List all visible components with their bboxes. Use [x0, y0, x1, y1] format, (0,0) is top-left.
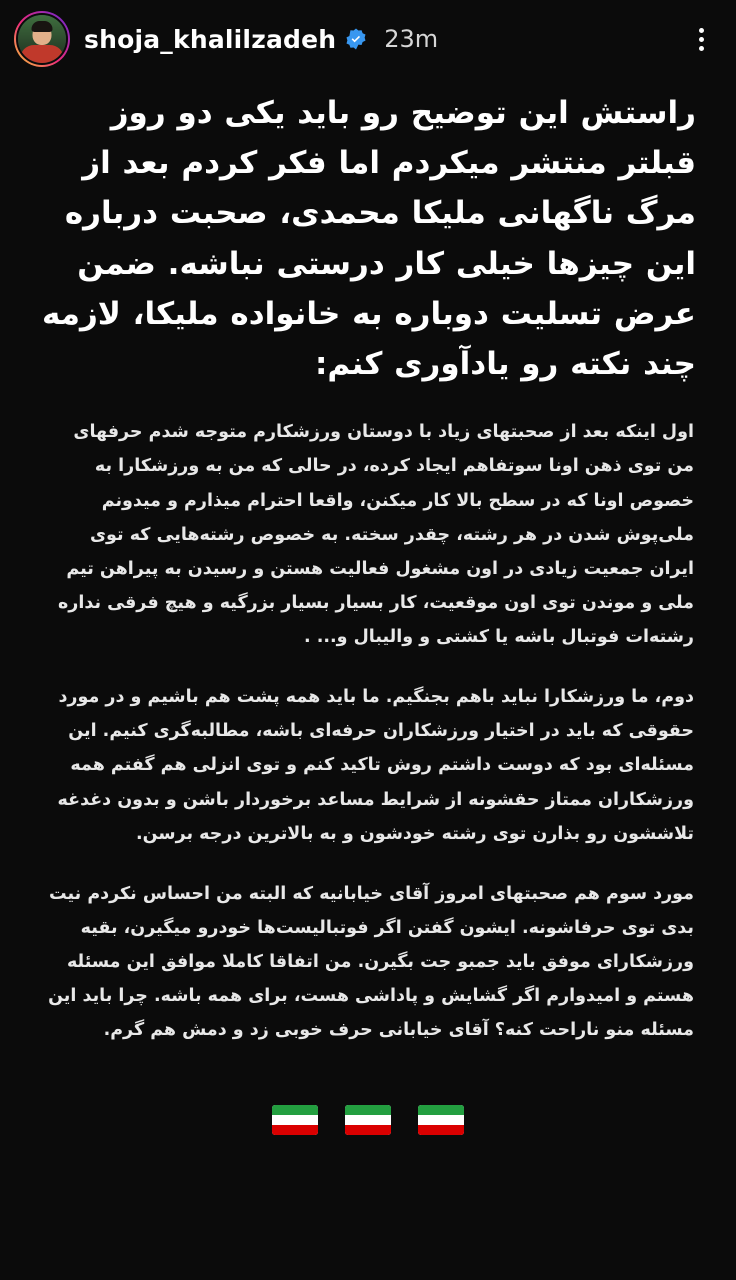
- flag-stripe-white: [272, 1115, 318, 1125]
- more-dot: [699, 37, 704, 42]
- flag-stripe-green: [418, 1105, 464, 1115]
- username-label[interactable]: shoja_khalilzadeh: [84, 24, 337, 54]
- flag-emoji-row: [40, 1101, 696, 1137]
- story-paragraph-2: دوم، ما ورزشکارا نباید باهم بجنگیم. ما باید همه پشت هم باشیم و در مورد حقوقی که باید در اختیار ورزشکاران حرفه‌ای باشه، مطالبه‌گری کنیم. این مسئله‌ای بود که دوست داشتم روش تاکید کنم و توی انزلی هم گفتم همه ورزشکاران ممتاز حقشونه از شرایط مساعد برخوردار باشن و بدون دغدغه تلاششون رو بذارن توی رشته خودشون و به بالاترین درجه برسن.: [57, 687, 694, 844]
- flag-stripe-red: [345, 1125, 391, 1135]
- more-options-icon[interactable]: [684, 22, 718, 56]
- flag-stripe-red: [272, 1125, 318, 1135]
- iran-flag-emoji: [272, 1105, 318, 1135]
- bottom-bar: [0, 1228, 736, 1280]
- flag-stripe-white: [345, 1115, 391, 1125]
- avatar[interactable]: [14, 11, 70, 67]
- iran-flag-emoji: [418, 1105, 464, 1135]
- avatar-image: [16, 13, 68, 65]
- iran-flag-emoji: [345, 1105, 391, 1135]
- avatar-hair: [32, 21, 53, 32]
- story-timestamp: 23m: [384, 25, 439, 53]
- flag-stripe-green: [345, 1105, 391, 1115]
- story-paragraph-1: اول اینکه بعد از صحبتهای زیاد با دوستان ورزشکارم متوجه شدم حرفهای من توی ذهن اونا سوتفاهم ایجاد کرده، در حالی که من به ورزشکارا به خصوص اونا که در سطح بالا کار میکنن، واقعا احترام میذارم و میدونم ملی‌پوش شدن در هر رشته، چقدر سخته. به خصوص رشته‌هایی که توی ایران جمعیت زیادی در اون مشغول فعالیت هستن و رسیدن به پیراهن تیم ملی و موندن توی اون موقعیت، کار بسیار بسیار بزرگیه و هیچ فرقی نداره رشته‌ات فوتبال باشه یا کشتی و والیبال و... .: [57, 422, 694, 648]
- flag-stripe-green: [272, 1105, 318, 1115]
- verified-badge-icon: [344, 27, 368, 51]
- story-header: [0, 0, 736, 78]
- story-paragraph-3: مورد سوم هم صحبتهای امروز آقای خیابانیه که البته من احساس نکردم نیت بدی توی حرفاشونه. ایشون گفتن اگر فوتبالیست‌ها خودرو میگیرن، بقیه ورزشکارای موفق باید جمبو جت بگیرن. من اتفاقا کاملا موافق این مسئله هستم و امیدوارم اگر گشایش و پاداشی هست، برای همه باشه. چرا باید این مسئله منو ناراحت کنه؟ آقای خیابانی حرف خوبی زد و دمش هم گرم.: [48, 883, 694, 1041]
- story-text-content: [0, 78, 736, 1228]
- flag-stripe-white: [418, 1115, 464, 1125]
- avatar-jersey: [20, 45, 64, 65]
- flag-stripe-red: [418, 1125, 464, 1135]
- story-headline: راستش این توضیح رو باید یکی دو روز قبلتر منتشر میکردم اما فکر کردم بعد از مرگ ناگهانی ملیکا محمدی، صحبت درباره این چیزها خیلی کار درستی نباشه. ضمن عرض تسلیت دوباره به خانواده ملیکا، لازمه چند نکته رو یادآوری کنم:: [41, 95, 696, 383]
- more-dot: [699, 28, 704, 33]
- more-dot: [699, 46, 704, 51]
